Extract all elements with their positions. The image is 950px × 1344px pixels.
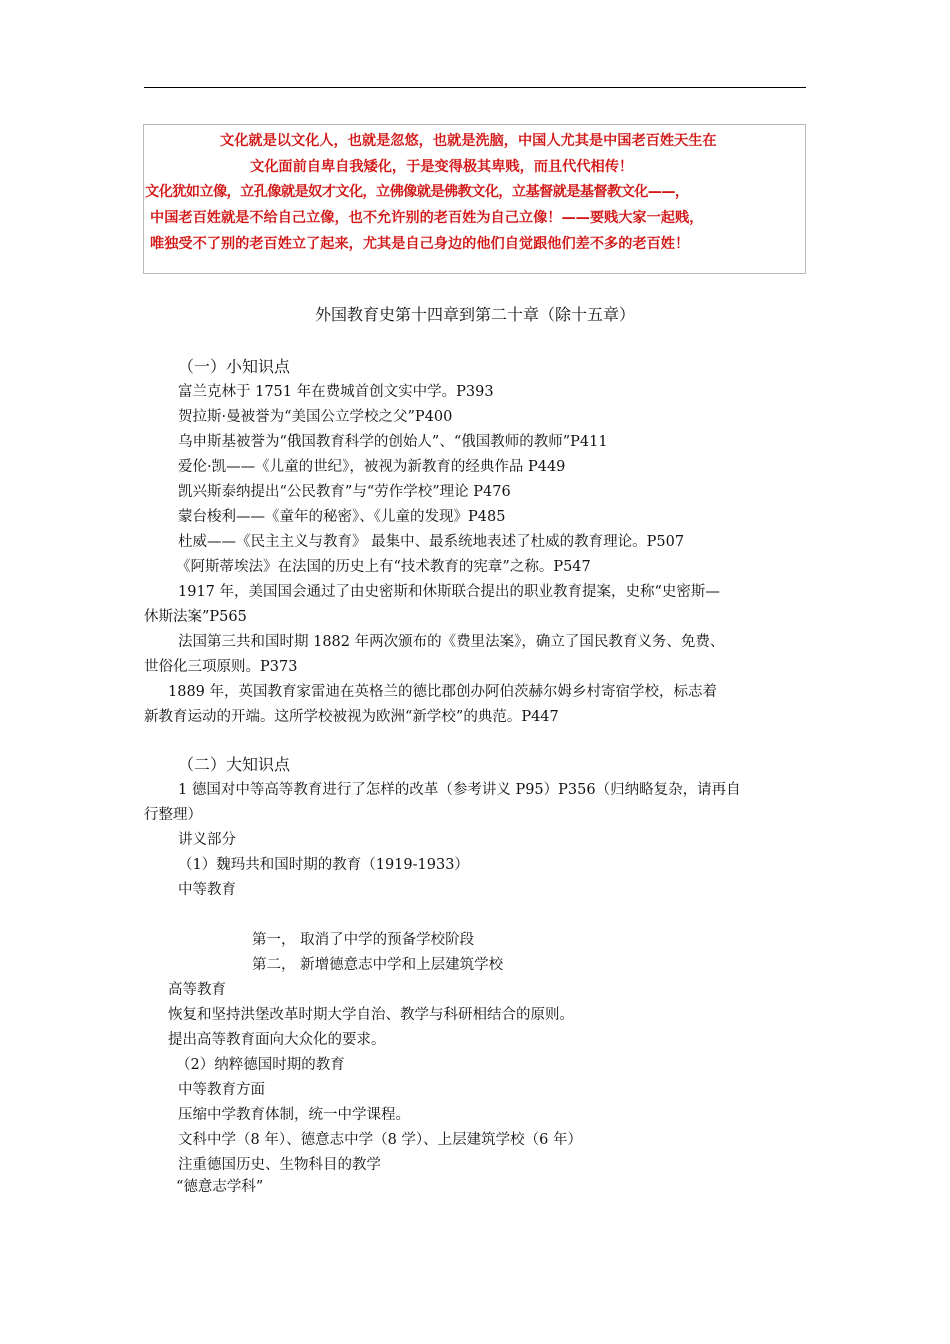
list-item: 文科中学（8 年）、德意志中学（8 学）、上层建筑学校（6 年） <box>178 1132 583 1148</box>
list-item: 压缩中学教育体制，统一中学课程。 <box>178 1107 410 1123</box>
red-notice-box <box>143 124 806 274</box>
section-heading-major-points: （二）大知识点 <box>178 755 291 774</box>
question-text: 1 德国对中等高等教育进行了怎样的改革（参考讲义 P95）P356（归纳略复杂，请再自 <box>178 782 741 798</box>
notice-line-1: 文化就是以文化人，也就是忽悠，也就是洗脑，中国人尤其是中国老百姓天生在 <box>220 133 717 149</box>
list-item: 《阿斯蒂埃法》在法国的历史上有“技术教育的宪章”之称。P547 <box>176 559 591 575</box>
list-item: 蒙台梭利——《童年的秘密》、《儿童的发现》P485 <box>178 509 506 525</box>
list-item: 注重德国历史、生物科目的教学 <box>178 1157 381 1173</box>
list-item-continued: 休斯法案”P565 <box>144 609 247 625</box>
notice-line-5: 唯独受不了别的老百姓立了起来，尤其是自己身边的他们自觉跟他们差不多的老百姓！ <box>150 236 690 252</box>
list-item: （2）纳粹德国时期的教育 <box>176 1057 345 1073</box>
list-item: 第一， 取消了中学的预备学校阶段 <box>252 932 475 948</box>
notice-line-4: 中国老百姓就是不给自己立像，也不允许别的老百姓为自己立像！——要贱大家一起贱， <box>150 210 704 226</box>
document-title: 外国教育史第十四章到第二十章（除十五章） <box>314 305 635 324</box>
list-item: 1917 年，美国国会通过了由史密斯和休斯联合提出的职业教育提案，史称“史密斯— <box>178 584 720 600</box>
list-item: 恢复和坚持洪堡改革时期大学自治、教学与科研相结合的原则。 <box>168 1007 574 1023</box>
list-item: 富兰克林于 1751 年在费城首创文实中学。P393 <box>178 384 494 400</box>
list-item: 第二， 新增德意志中学和上层建筑学校 <box>252 957 504 973</box>
section-heading-small-points: （一）小知识点 <box>178 357 291 376</box>
list-item: 贺拉斯·曼被誉为“美国公立学校之父”P400 <box>178 409 453 425</box>
notice-line-2: 文化面前自卑自我矮化，于是变得极其卑贱，而且代代相传！ <box>250 159 634 175</box>
list-item-continued: 新教育运动的开端。这所学校被视为欧洲“新学校”的典范。P447 <box>144 709 559 725</box>
list-item: 高等教育 <box>168 982 226 998</box>
list-item: “德意志学科” <box>176 1179 264 1195</box>
list-item: 1889 年，英国教育家雷迪在英格兰的德比郡创办阿伯茨赫尔姆乡村寄宿学校，标志着 <box>168 684 718 700</box>
list-item: 中等教育 <box>178 882 236 898</box>
list-item: 凯兴斯泰纳提出“公民教育”与“劳作学校”理论 P476 <box>178 484 511 500</box>
list-item: 提出高等教育面向大众化的要求。 <box>168 1032 386 1048</box>
list-item: 法国第三共和国时期 1882 年两次颁布的《费里法案》，确立了国民教育义务、免费、 <box>178 634 725 650</box>
question-text-continued: 行整理） <box>144 807 202 823</box>
list-item: （1）魏玛共和国时期的教育（1919-1933） <box>178 857 469 873</box>
list-item: 杜威——《民主主义与教育》 最集中、最系统地表述了杜威的教育理论。P507 <box>178 534 685 550</box>
list-item: 乌申斯基被誉为“俄国教育科学的创始人”、“俄国教师的教师”P411 <box>178 434 608 450</box>
list-item: 讲义部分 <box>178 832 236 848</box>
list-item: 爱伦·凯——《儿童的世纪》，被视为新教育的经典作品 P449 <box>178 459 566 475</box>
list-item: 中等教育方面 <box>178 1082 265 1098</box>
notice-line-3: 文化犹如立像，立孔像就是奴才文化，立佛像就是佛教文化，立基督就是基督教文化——， <box>145 184 689 200</box>
list-item-continued: 世俗化三项原则。P373 <box>144 659 298 675</box>
header-rule <box>144 87 806 88</box>
